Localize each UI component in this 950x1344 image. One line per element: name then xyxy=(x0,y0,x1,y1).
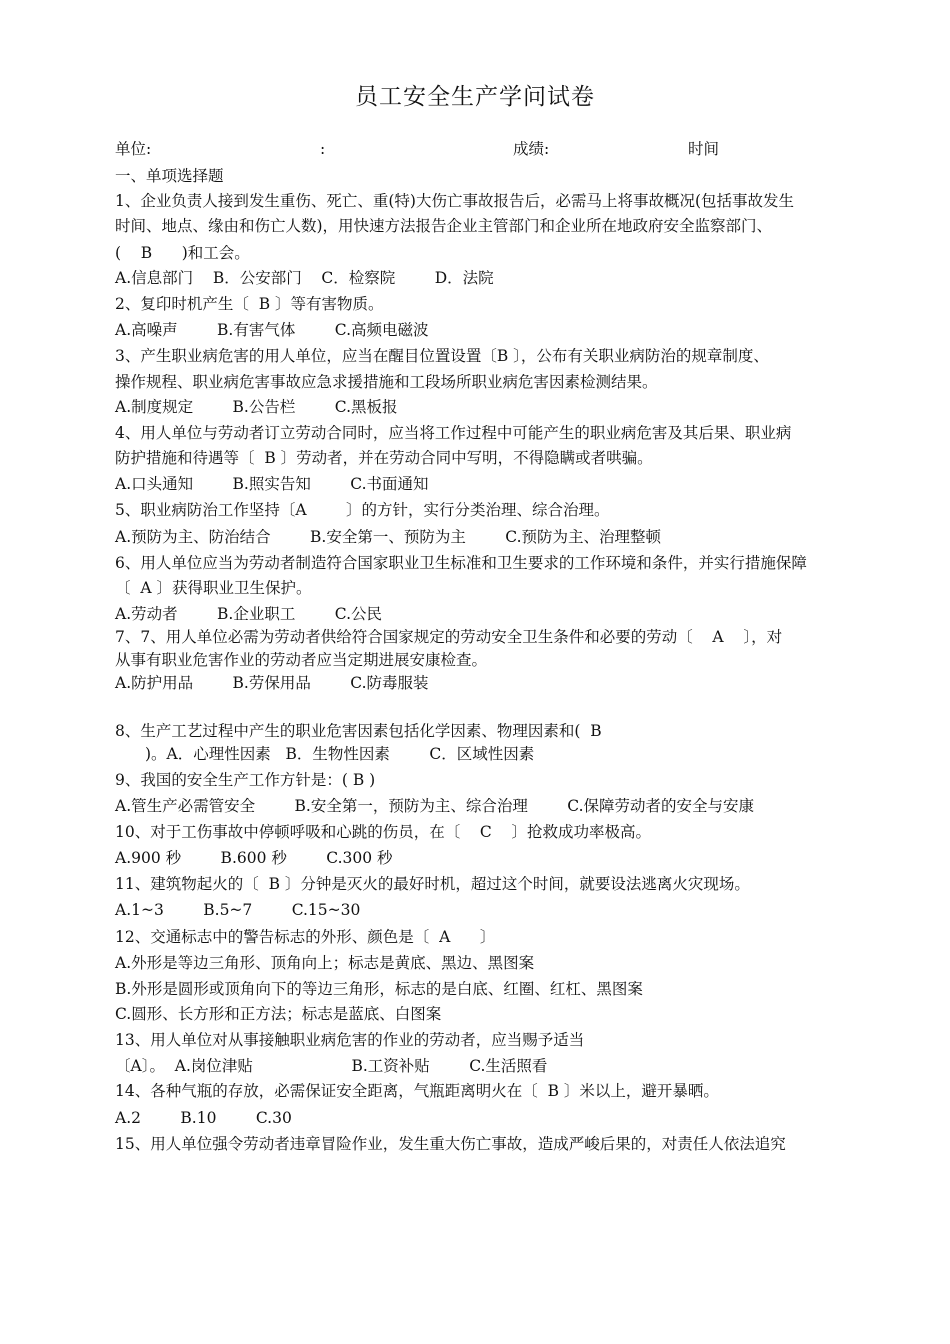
option-line: A.劳动者 B.企业职工 C.公民 xyxy=(115,605,383,623)
question-line: 15、用人单位强令劳动者违章冒险作业，发生重大伤亡事故，造成严峻后果的，对责任人依法追究 xyxy=(115,1135,786,1153)
option-line: A.防护用品 B.劳保用品 C.防毒服装 xyxy=(115,674,429,692)
option-line: A.1~3 B.5~7 C.15~30 xyxy=(115,901,361,919)
question-line: 9、我国的安全生产工作方针是：( B ) xyxy=(115,771,376,789)
question-line: 7、7、用人单位必需为劳动者供给符合国家规定的劳动安全卫生条件和必要的劳动〔 A 〕，对 xyxy=(115,628,783,646)
header-colon: : xyxy=(320,140,326,158)
option-line: )。A．心理性因素 B．生物性因素 C．区域性因素 xyxy=(145,745,535,763)
option-line: A.制度规定 B.公告栏 C.黑板报 xyxy=(115,398,398,416)
unit-label: 单位: xyxy=(115,140,152,158)
option-line: A.外形是等边三角形、顶角向上；标志是黄底、黑边、黑图案 xyxy=(115,954,535,972)
question-line: 从事有职业危害作业的劳动者应当定期进展安康检查。 xyxy=(115,651,488,669)
option-line: A.2 B.10 C.30 xyxy=(115,1109,292,1127)
question-line: 12、交通标志中的警告标志的外形、颜色是〔 A 〕 xyxy=(115,928,496,946)
question-line: 8、生产工艺过程中产生的职业危害因素包括化学因素、物理因素和( B xyxy=(115,722,602,740)
option-line: 〔A〕。 A.岗位津贴 B.工资补贴 C.生活照看 xyxy=(115,1057,548,1075)
option-line: A.信息部门 B．公安部门 C．检察院 D．法院 xyxy=(115,269,494,287)
question-line: 1、企业负责人接到发生重伤、死亡、重(特)大伤亡事故报告后，必需马上将事故概况(包括事故发生 xyxy=(115,192,795,210)
question-line: 5、职业病防治工作坚持〔A 〕的方针，实行分类治理、综合治理。 xyxy=(115,501,610,519)
option-line: A.高噪声 B.有害气体 C.高频电磁波 xyxy=(115,321,429,339)
option-line: B.外形是圆形或顶角向下的等边三角形，标志的是白底、红圈、红杠、黑图案 xyxy=(115,980,643,998)
question-line: 10、对于工伤事故中停顿呼吸和心跳的伤员，在〔 C 〕抢救成功率极高。 xyxy=(115,823,652,841)
page-title: 员工安全生产学问试卷 xyxy=(355,84,595,110)
question-line: 14、各种气瓶的存放，必需保证安全距离，气瓶距离明火在〔 B 〕米以上，避开暴晒。 xyxy=(115,1082,719,1100)
section-title: 一、单项选择题 xyxy=(115,167,224,185)
score-label: 成绩: xyxy=(513,140,550,158)
question-line: 13、用人单位对从事接触职业病危害的作业的劳动者，应当赐予适当 xyxy=(115,1031,585,1049)
question-line: 防护措施和待遇等〔 B 〕劳动者，并在劳动合同中写明，不得隐瞒或者哄骗。 xyxy=(115,449,653,467)
option-line: A.900 秒 B.600 秒 C.300 秒 xyxy=(115,849,393,867)
question-line: 11、建筑物起火的〔 B 〕分钟是灭火的最好时机，超过这个时间，就要设法逃离火灾现场。 xyxy=(115,875,750,893)
option-line: C.圆形、长方形和正方法；标志是蓝底、白图案 xyxy=(115,1005,442,1023)
question-line: 2、复印时机产生〔 B 〕等有害物质。 xyxy=(115,295,384,313)
time-label: 时间 xyxy=(688,140,720,158)
option-line: A.预防为主、防治结合 B.安全第一、预防为主 C.预防为主、治理整顿 xyxy=(115,528,662,546)
question-line: ( B )和工会。 xyxy=(115,244,250,262)
option-line: A.管生产必需管安全 B.安全第一，预防为主、综合治理 C.保障劳动者的安全与安康 xyxy=(115,797,755,815)
question-line: 操作规程、职业病危害事故应急求援措施和工段场所职业病危害因素检测结果。 xyxy=(115,373,658,391)
question-line: 时间、地点、缘由和伤亡人数)，用快速方法报告企业主管部门和企业所在地政府安全监察部门、 xyxy=(115,217,773,235)
option-line: A.口头通知 B.照实告知 C.书面通知 xyxy=(115,475,429,493)
question-line: 4、用人单位与劳动者订立劳动合同时，应当将工作过程中可能产生的职业病危害及其后果、职业病 xyxy=(115,424,792,442)
question-line: 3、产生职业病危害的用人单位，应当在醒目位置设置〔B 〕，公布有关职业病防治的规章制度、 xyxy=(115,347,769,365)
question-line: 6、用人单位应当为劳动者制造符合国家职业卫生标准和卫生要求的工作环境和条件，并实行措施保障 xyxy=(115,554,807,572)
question-line: 〔 A 〕获得职业卫生保护。 xyxy=(115,579,312,597)
